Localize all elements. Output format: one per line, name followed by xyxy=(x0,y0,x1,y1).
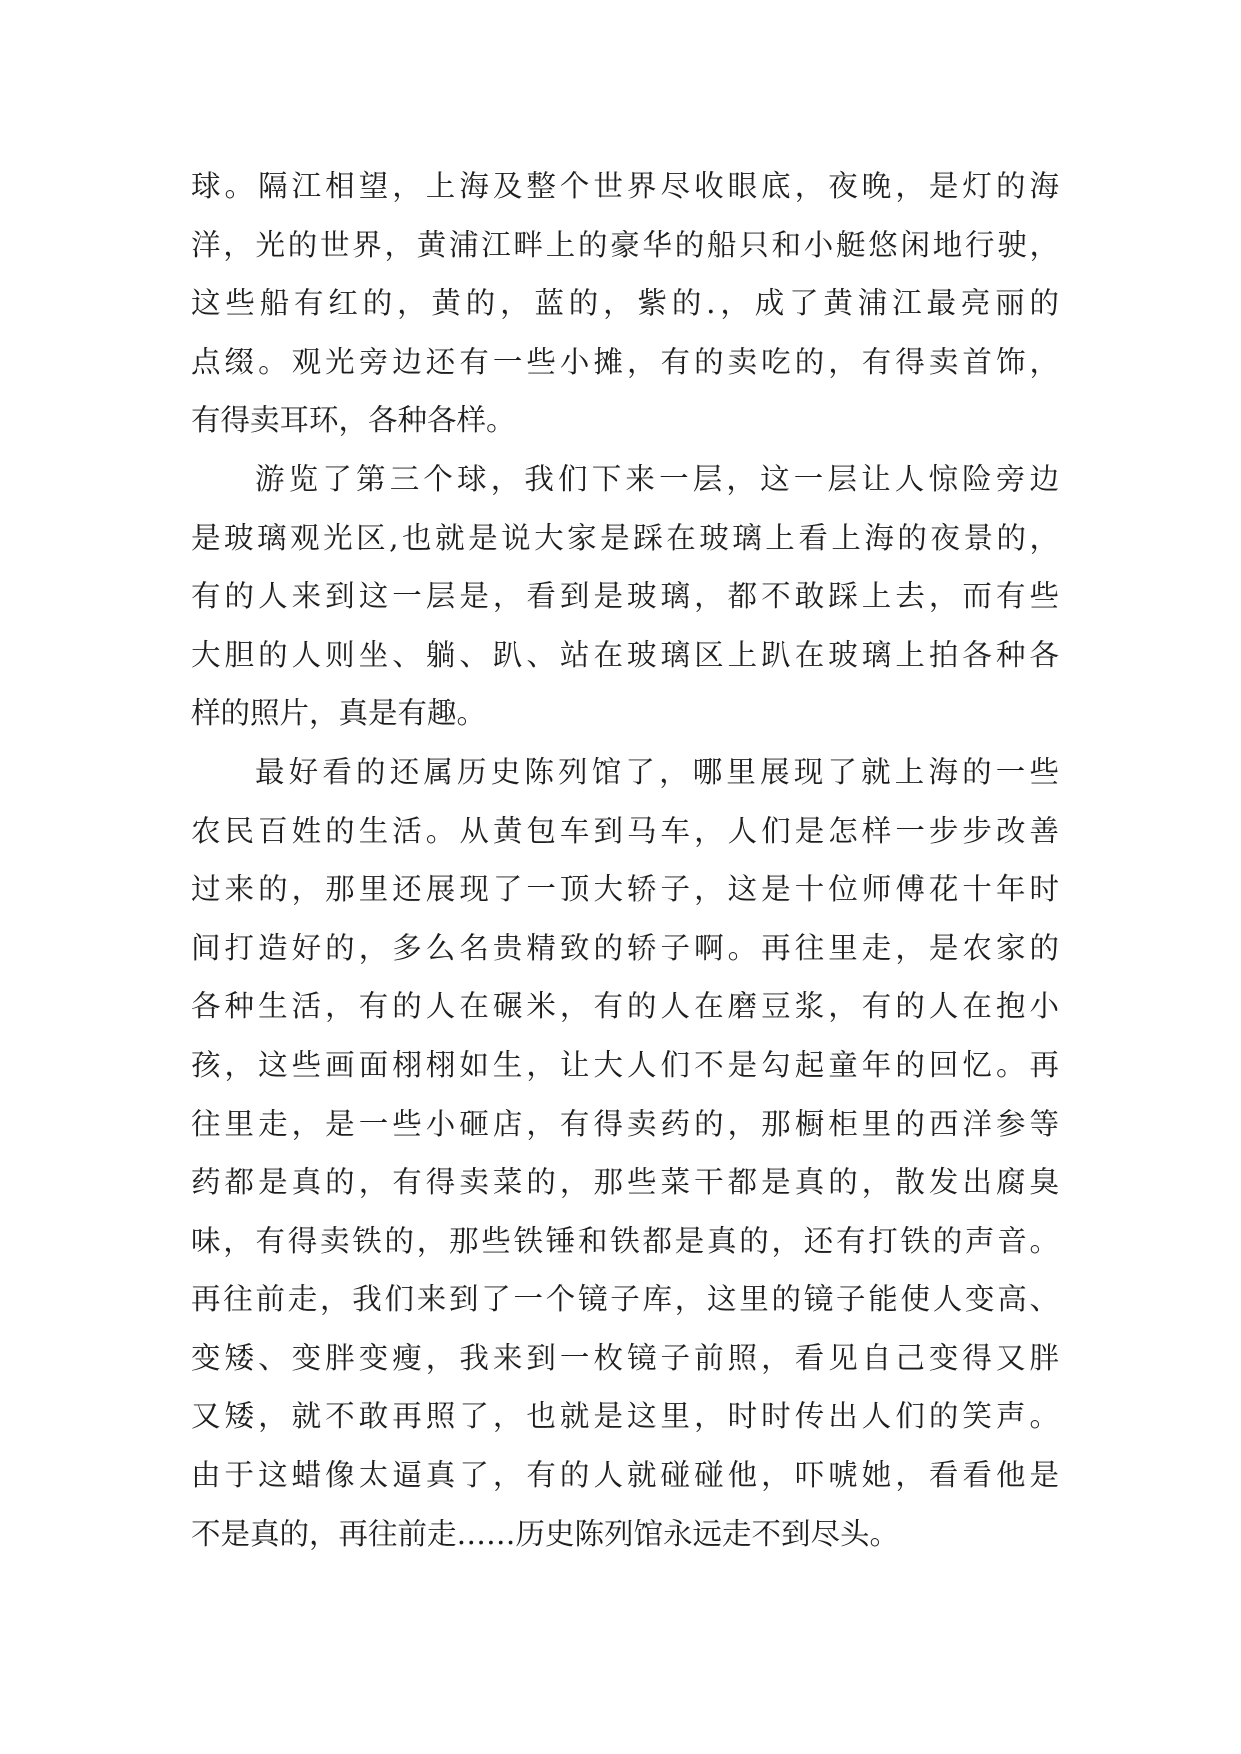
text-line: 过来的，那里还展现了一顶大轿子，这是十位师傅花十年时 xyxy=(191,872,1059,907)
text-line: 变矮、变胖变瘦，我来到一枚镜子前照，看见自己变得又胖 xyxy=(191,1340,1059,1375)
text-line: 有的人来到这一层是，看到是玻璃，都不敢踩上去，而有些 xyxy=(191,579,1059,614)
text-line: 球。隔江相望，上海及整个世界尽收眼底，夜晚，是灯的海 xyxy=(191,169,1059,203)
text-line: 药都是真的，有得卖菜的，那些菜干都是真的，散发出腐臭 xyxy=(191,1165,1059,1200)
text-line: 点缀。观光旁边还有一些小摊，有的卖吃的，有得卖首饰， xyxy=(191,344,1059,379)
text-line: 味，有得卖铁的，那些铁锤和铁都是真的，还有打铁的声音。 xyxy=(191,1223,1059,1258)
text-line: 孩，这些画面栩栩如生，让大人们不是勾起童年的回忆。再 xyxy=(191,1047,1059,1082)
document-page xyxy=(191,157,1059,1563)
text-line: 这些船有红的，黄的，蓝的，紫的.，成了黄浦江最亮丽的 xyxy=(191,286,1059,321)
text-line: 由于这蜡像太逼真了，有的人就碰碰他，吓唬她，看看他是 xyxy=(191,1458,1059,1493)
text-line: 往里走，是一些小砸店，有得卖药的，那橱柜里的西洋参等 xyxy=(191,1106,1059,1141)
text-line: 洋，光的世界，黄浦江畔上的豪华的船只和小艇悠闲地行驶， xyxy=(191,227,1059,262)
text-line: 大胆的人则坐、躺、趴、站在玻璃区上趴在玻璃上拍各种各 xyxy=(191,637,1059,672)
text-line: 不是真的，再往前走……历史陈列馆永远走不到尽头。 xyxy=(191,1516,900,1551)
text-line: 间打造好的，多么名贵精致的轿子啊。再往里走，是农家的 xyxy=(191,930,1059,965)
text-line: 各种生活，有的人在碾米，有的人在磨豆浆，有的人在抱小 xyxy=(191,989,1059,1024)
text-line: 又矮，就不敢再照了，也就是这里，时时传出人们的笑声。 xyxy=(191,1399,1059,1434)
text-line: 有得卖耳环，各种各样。 xyxy=(191,403,516,438)
text-line: 样的照片，真是有趣。 xyxy=(191,696,487,731)
text-line: 最好看的还属历史陈列馆了，哪里展现了就上海的一些 xyxy=(255,754,1059,789)
text-line: 农民百姓的生活。从黄包车到马车，人们是怎样一步步改善 xyxy=(191,813,1059,848)
text-line: 是玻璃观光区,也就是说大家是踩在玻璃上看上海的夜景的， xyxy=(191,520,1059,555)
text-line: 游览了第三个球，我们下来一层，这一层让人惊险旁边 xyxy=(255,461,1059,496)
text-line: 再往前走，我们来到了一个镜子库，这里的镜子能使人变高、 xyxy=(191,1282,1059,1317)
